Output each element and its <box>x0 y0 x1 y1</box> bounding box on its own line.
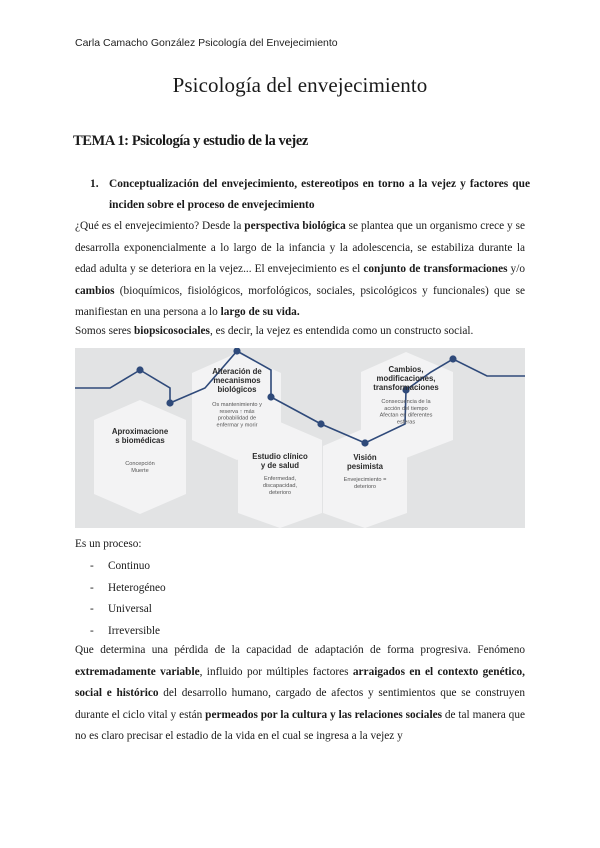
node-title: Estudio clínico y de salud <box>252 452 308 470</box>
node-title: Visión pesimista <box>347 453 383 471</box>
connector-dot <box>361 439 368 446</box>
document-title: Psicología del envejecimiento <box>172 73 428 97</box>
paragraph-biopsychosocial: Somos seres biopsicosociales, es decir, la vejez es entendida como un constructo social. <box>75 325 474 337</box>
node-description: Os mantenimiento y reserva ↑ más probabilidad de enfermar y morir <box>212 402 262 429</box>
aging-concepts-diagram <box>75 348 525 528</box>
list-item: - Continuo <box>90 556 166 578</box>
list-item: - Irreversible <box>90 621 166 643</box>
node-title: Cambios, modificaciones, transformaciones <box>373 365 439 392</box>
node-description: Envejecimiento = deterioro <box>343 477 387 490</box>
connector-dot <box>267 393 274 400</box>
node-description: Concepción Muerte <box>125 461 155 474</box>
list-item: - Universal <box>90 599 166 621</box>
connector-dot <box>317 420 324 427</box>
node-description: Consecuencia de la acción del tiempo Afectan en diferentes esferas <box>379 399 433 426</box>
section-number: 1. <box>90 178 99 190</box>
list-item: - Heterogéneo <box>90 578 166 600</box>
node-title: Aproximacione s biomédicas <box>111 427 169 445</box>
node-title: Alteración de mecanismos biológicos <box>212 367 262 394</box>
paragraph-biological-perspective: ¿Qué es el envejecimiento? Desde la perspectiva biológica se plantea que un organismo crece y se desarrolla exponencialmente a lo largo de la infancia y la adolescencia, se estabiliza durante la edad adulta y se deteriora en la vejez... El envejecimiento es el conjunto de transformaciones y/o cambios (bioquímicos, fisiológicos, morfológicos, sociales, psicológicos y funcionales) que se manifiestan en una persona a lo largo de su vida. <box>75 220 526 319</box>
topic-heading: TEMA 1: Psicología y estudio de la vejez <box>73 133 308 149</box>
section-title: Conceptualización del envejecimiento, estereotipos en torno a la vejez y factores que inciden sobre el proceso de envejecimiento <box>109 178 530 211</box>
page-header: Carla Camacho González Psicología del Envejecimiento <box>75 37 338 49</box>
process-list <box>90 556 166 642</box>
node-description: Enfermedad, discapacidad, deterioro <box>262 476 298 496</box>
connector-dot <box>136 366 143 373</box>
hexagon-tile <box>94 400 186 514</box>
section-heading <box>90 174 530 216</box>
connector-dot <box>166 399 173 406</box>
hexagon-tile <box>238 422 322 528</box>
process-intro: Es un proceso: <box>75 538 142 550</box>
paragraph-adaptation: Que determina una pérdida de la capacidad de adaptación de forma progresiva. Fenómeno extremadamente variable, influido por múltiples factores arraigados en el contexto genético, social e histórico del desarrollo humano, cargado de afectos y sentimientos que se construyen durante el ciclo vital y están permeados por la cultura y las relaciones sociales de tal manera que no es claro precisar el estadio de la vida en el cual se ingresa a la vejez y <box>75 644 525 743</box>
connector-dot <box>449 355 456 362</box>
